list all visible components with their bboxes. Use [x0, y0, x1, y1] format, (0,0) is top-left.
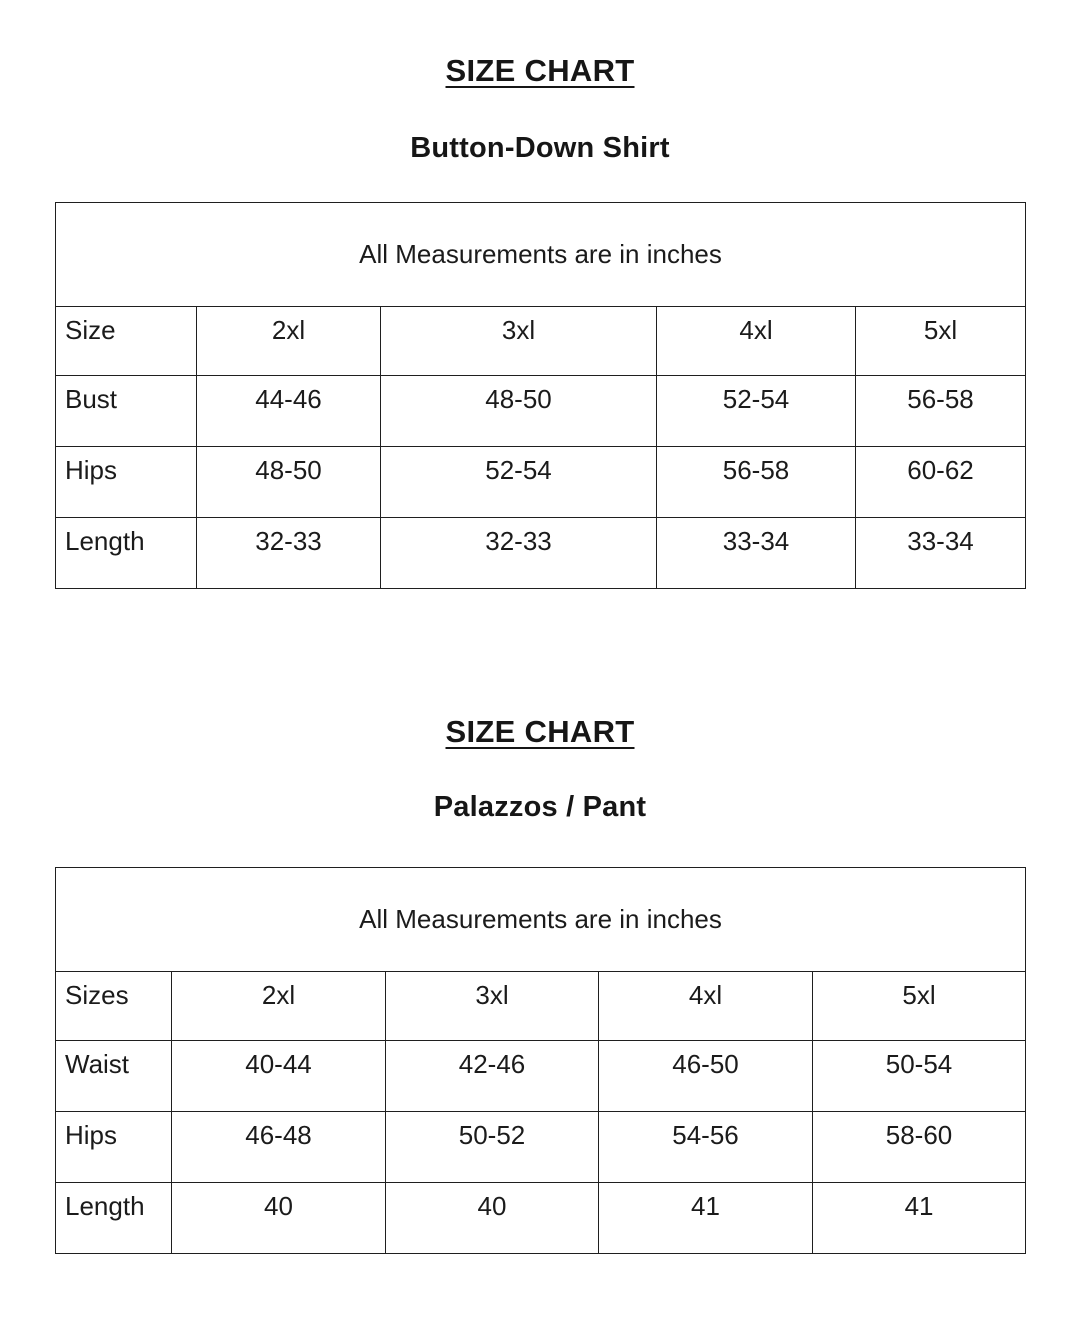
size-col-2xl: 2xl	[197, 307, 381, 376]
table-row-bust	[56, 376, 1026, 447]
garment-name-pants: Palazzos / Pant	[433, 791, 647, 823]
row-label-cell: Bust	[56, 376, 197, 447]
measurement-cell: 32-33	[381, 518, 657, 589]
row-label-cell: Waist	[56, 1041, 172, 1112]
measurement-cell: 41	[599, 1183, 813, 1254]
measurement-cell: 50-52	[386, 1112, 599, 1183]
table-row-hips	[56, 447, 1026, 518]
table-row-length	[56, 1183, 1026, 1254]
measurement-cell: 58-60	[813, 1112, 1026, 1183]
measurement-cell: 40-44	[172, 1041, 386, 1112]
measurement-cell: 42-46	[386, 1041, 599, 1112]
size-header-row	[56, 307, 1026, 376]
row-label-cell: Hips	[56, 447, 197, 518]
row-label-cell: Length	[56, 518, 197, 589]
size-header-row	[56, 972, 1026, 1041]
measurement-cell: 44-46	[197, 376, 381, 447]
measurement-cell: 48-50	[197, 447, 381, 518]
size-col-4xl: 4xl	[657, 307, 856, 376]
row-label-cell: Size	[56, 307, 197, 376]
measurement-cell: 41	[813, 1183, 1026, 1254]
size-col-5xl: 5xl	[856, 307, 1026, 376]
measurement-cell: 46-50	[599, 1041, 813, 1112]
units-note: All Measurements are in inches	[56, 868, 1026, 972]
size-col-3xl: 3xl	[386, 972, 599, 1041]
measurement-cell: 52-54	[381, 447, 657, 518]
size-col-5xl: 5xl	[813, 972, 1026, 1041]
size-col-4xl: 4xl	[599, 972, 813, 1041]
table-caption-row	[56, 203, 1026, 307]
measurement-cell: 50-54	[813, 1041, 1026, 1112]
units-note: All Measurements are in inches	[56, 203, 1026, 307]
row-label-cell: Hips	[56, 1112, 172, 1183]
table-row-waist	[56, 1041, 1026, 1112]
size-chart-section-shirt	[0, 0, 1080, 589]
measurement-cell: 40	[386, 1183, 599, 1254]
measurement-cell: 32-33	[197, 518, 381, 589]
measurement-cell: 60-62	[856, 447, 1026, 518]
size-chart-section-pants	[0, 589, 1080, 1254]
size-chart-title: SIZE CHART	[445, 53, 635, 88]
row-label-cell: Sizes	[56, 972, 172, 1041]
measurement-cell: 33-34	[657, 518, 856, 589]
measurement-cell: 40	[172, 1183, 386, 1254]
measurement-cell: 56-58	[657, 447, 856, 518]
table-row-length	[56, 518, 1026, 589]
pants-size-table	[55, 867, 1026, 1254]
size-col-3xl: 3xl	[381, 307, 657, 376]
table-caption-row	[56, 868, 1026, 972]
measurement-cell: 46-48	[172, 1112, 386, 1183]
size-col-2xl: 2xl	[172, 972, 386, 1041]
measurement-cell: 33-34	[856, 518, 1026, 589]
table-row-hips	[56, 1112, 1026, 1183]
measurement-cell: 48-50	[381, 376, 657, 447]
garment-name-shirt: Button-Down Shirt	[410, 132, 670, 164]
measurement-cell: 54-56	[599, 1112, 813, 1183]
shirt-size-table	[55, 202, 1026, 589]
measurement-cell: 56-58	[856, 376, 1026, 447]
row-label-cell: Length	[56, 1183, 172, 1254]
size-chart-title: SIZE CHART	[445, 714, 635, 749]
measurement-cell: 52-54	[657, 376, 856, 447]
